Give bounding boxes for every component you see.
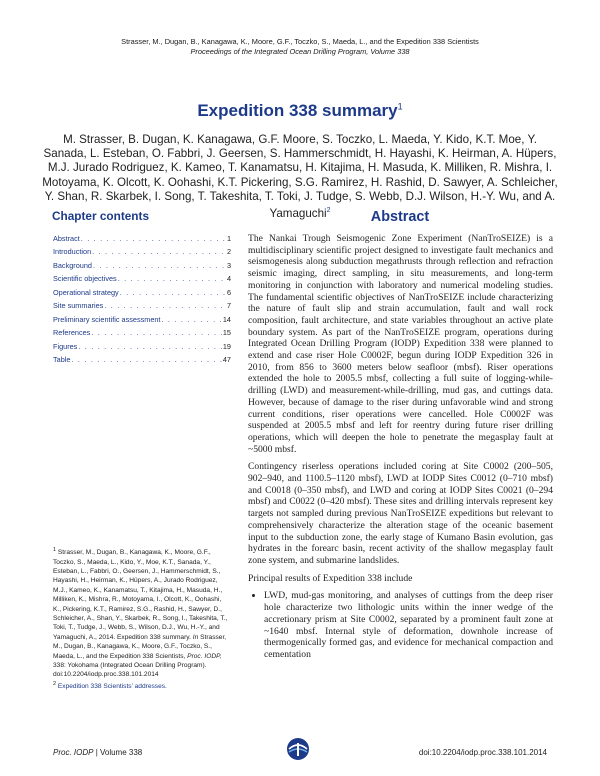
title-text: Expedition 338 summary — [197, 101, 398, 120]
toc-label[interactable]: Operational strategy — [53, 287, 119, 297]
toc-page: 4 — [226, 274, 231, 284]
toc-page: 14 — [222, 314, 231, 324]
toc-page: 19 — [222, 341, 231, 351]
footer-journal — [53, 748, 142, 757]
chapter-contents-title: Chapter contents — [52, 209, 150, 223]
footnote-2 — [53, 680, 231, 692]
scientists-addresses-link[interactable]: Expedition 338 Scientists’ addresses. — [57, 683, 167, 691]
toc-page: 3 — [226, 260, 231, 270]
page-title — [0, 101, 600, 121]
toc-item-table[interactable] — [53, 353, 231, 366]
toc-item-site-summaries[interactable] — [53, 299, 231, 312]
toc-label[interactable]: Background — [53, 260, 92, 270]
footer-volume: | Volume 338 — [95, 748, 143, 757]
toc-item-operational-strategy[interactable] — [53, 286, 231, 299]
toc-page: 47 — [222, 355, 231, 365]
toc-item-introduction[interactable] — [53, 245, 231, 258]
header-proceedings: Proceedings of the Integrated Ocean Drilling Program, Volume 338 — [190, 47, 410, 56]
footer-doi: doi:10.2204/iodp.proc.338.101.2014 — [418, 748, 547, 757]
abstract-body — [248, 233, 553, 661]
toc-page: 2 — [226, 247, 231, 257]
toc-item-preliminary-assessment[interactable] — [53, 313, 231, 326]
author-list — [40, 133, 560, 221]
author-names: M. Strasser, B. Dugan, K. Kanagawa, G.F. Moore, S. Toczko, L. Maeda, Y. Kido, K.T. Moe, Y. Sanada, L. Esteban, O. Fabbri, J. Geersen, S. Hammerschmidt, H. Hayashi, K. Heirman, A. Hüpers, M.J. Jurado Rodriguez, K. Kameo, T. Kanamatsu, H. Kitajima, H. Masuda, K. Milliken, R. Mishra, I. Motoyama, K. Olcott, K. Oohashi, K.T. Pickering, S.G. Ramirez, H. Rashid, D. Sawyer, A. Schleicher, Y. Shan, R. Skarbek, I. Song, T. Takeshita, T. Toki, J. Tudge, S. Webb, D.J. Wilson, H.-Y. Wu, and A. Yamaguchi — [42, 133, 558, 220]
toc-item-figures[interactable] — [53, 340, 231, 353]
toc-label[interactable]: Introduction — [53, 247, 92, 257]
footnotes — [53, 546, 231, 691]
toc-page: 7 — [226, 301, 231, 311]
footnote-2-marker: 2 — [53, 680, 57, 687]
footnote-1-editors: Strasser, M., Dugan, B., Kanagawa, K., Moore, G.F., Toczko, S., Maeda, L., and the Expedition 338 Scientists, — [53, 633, 227, 660]
footnote-1-proc: Proc. IODP, — [187, 652, 222, 660]
abstract-paragraph-2: Contingency riserless operations included coring at Site C0002 (200–505, 902–940, and 1100.5–1120 mbsf), LWD at IODP Sites C0012 (0–710 mbsf) and C0018 (0–350 mbsf), and LWD and coring at IODP Sites C0021 (0–294 mbsf) and C0022 (0–420 mbsf). These sites and drilling intervals represent key targets not sampled during previous NanTroSEIZE expeditions but relevant to comprehensively characterize the alteration stage of the oceanic basement input to the subduction zone, the early stage of Kumano Basin evolution, gas hydrates in the forearc basin, recent activity of the shallow megasplay fault zone system, and submarine landslides. — [248, 461, 553, 566]
toc-page: 15 — [222, 328, 231, 338]
footnote-1-in: In — [192, 633, 199, 641]
header-authors: Strasser, M., Dugan, B., Kanagawa, K., Moore, G.F., Toczko, S., Maeda, L., and the Expedition 338 Scientists — [121, 37, 479, 46]
footer-proc: Proc. IODP — [53, 748, 94, 757]
chapter-contents-list — [53, 232, 231, 367]
toc-label[interactable]: Site summaries — [53, 301, 104, 311]
toc-item-references[interactable] — [53, 326, 231, 339]
toc-label[interactable]: Scientific objectives — [53, 274, 117, 284]
toc-item-abstract[interactable] — [53, 232, 231, 245]
footnote-1-publisher: 338: Yokohama (Integrated Ocean Drilling Program). — [53, 662, 207, 670]
toc-item-background[interactable] — [53, 259, 231, 272]
abstract-heading: Abstract — [370, 209, 430, 225]
toc-page: 1 — [226, 234, 231, 243]
principal-results-list — [248, 590, 553, 660]
toc-label[interactable]: References — [53, 328, 91, 338]
toc-page: 6 — [226, 287, 231, 297]
running-header — [0, 37, 600, 57]
toc-label[interactable]: Table — [53, 355, 71, 365]
authors-footnote-link[interactable]: 2 — [326, 207, 331, 215]
footnote-1-citation: Strasser, M., Dugan, B., Kanagawa, K., Moore, G.F., Toczko, S., Maeda, L., Kido, Y., Moe, K.T., Sanada, Y., Esteban, L., Fabbri, O., Geersen, J., Hammerschmidt, S., Hayashi, H., Heirman, K., Hüpers, A., Jurado Rodriguez, M.J., Kameo, K., Kanamatsu, T., Kitajima, H., Masuda, H., Milliken, K., Mishra, R., Motoyama, I., Olcott, K., Oohashi, K., Pickering, K.T., Ramirez, S.G., Rashid, H., Sawyer, D., Schleicher, A., Shan, Y., Skarbek, R., Song, I., Takeshita, T., Toki, T., Tudge, J., Webb, S., Wilson, D.J., Wu, H.-Y., and Yamaguchi, A., 2014. Expedition 338 summary. — [53, 549, 228, 641]
toc-label[interactable]: Figures — [53, 341, 78, 351]
footnote-1-doi: doi:10.2204/iodp.proc.338.101.2014 — [53, 671, 159, 679]
toc-label[interactable]: Preliminary scientific assessment — [53, 314, 161, 324]
toc-label[interactable]: Abstract — [53, 234, 80, 243]
toc-item-scientific-objectives[interactable] — [53, 272, 231, 285]
abstract-paragraph-1: The Nankai Trough Seismogenic Zone Experiment (NanTroSEIZE) is a multidisciplinary scientific project designed to investigate fault mechanics and seismogenesis along subduction megathrusts through reflection and refraction seismic imaging, direct sampling, in situ measurements, and long-term monitoring in conjunction with laboratory and numerical modeling studies. The fundamental scientific objectives of NanTroSEIZE include characterizing the nature of fault slip and strain accumulation, fault and wall rock composition, fault architecture, and state variables throughout an active plate boundary system. As part of the NanTroSEIZE program, operations during Integrated Ocean Drilling Program (IODP) Expedition 338 were planned to extend and case riser Hole C0002F, begun during IODP Expedition 326 in 2010, from 856 to 3600 meters below seafloor (mbsf). Riser operations extended the hole to 2005.5 mbsf, collecting a full suite of logging-while-drilling (LWD) and measurement-while-drilling, mud gas, and cuttings data. However, because of damage to the riser during unfavorable wind and strong current conditions, riser operations were cancelled. Hole C0002F was suspended at 2005.5 mbsf and left for reentry during future riser drilling operations, which will deepen the hole to penetrate the megasplay fault at ~5000 mbsf. — [248, 233, 553, 455]
abstract-paragraph-3: Principal results of Expedition 338 include — [248, 572, 413, 584]
footnote-1 — [53, 546, 231, 680]
iodp-logo-icon — [286, 737, 310, 761]
principal-result-item: • LWD, mud-gas monitoring, and analyses of cuttings from the deep riser hole characterize two lithologic units within the inner wedge of the accretionary prism at Site C0002, separated by a prominent fault zone at ~1640 mbsf. Internal style of deformation, downhole increase of thermogenically formed gas, and evidence for mechanical compaction and cementation — [264, 590, 553, 660]
title-footnote-link[interactable]: 1 — [397, 101, 403, 112]
footnote-1-marker: 1 — [53, 547, 57, 553]
